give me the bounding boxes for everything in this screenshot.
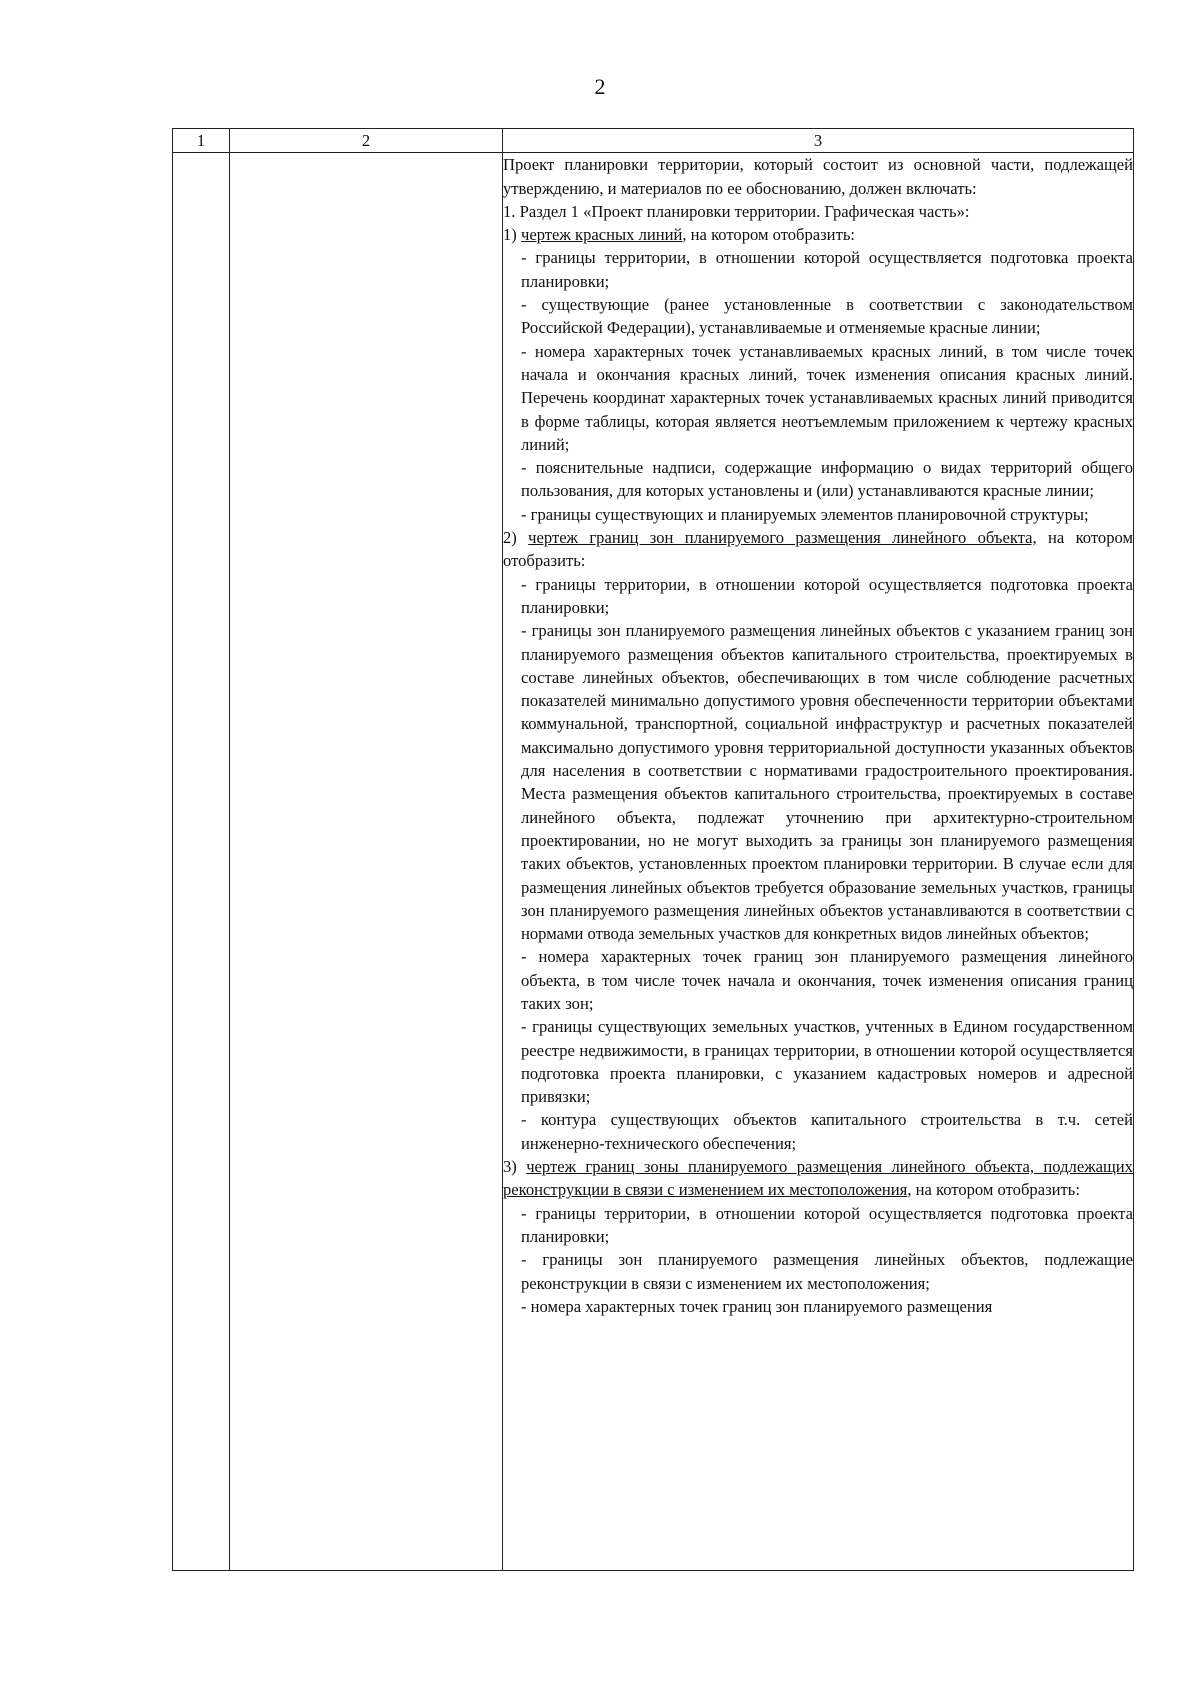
item-2-rest: на котором отобразить: [503, 528, 1133, 571]
item-1-heading [503, 223, 1133, 246]
item-3-rest: , на котором отобразить: [907, 1180, 1080, 1200]
list-item: - пояснительные надписи, содержащие информацию о видах территорий общего пользования, для которых установлены и (или) устанавливаются красные линии; [521, 458, 1133, 501]
item-1-number: 1) [503, 225, 521, 245]
list-item: - номера характерных точек устанавливаемых красных линий, в том числе точек начала и окончания красных линий, точек изменения описания красных линий. Перечень координат характерных точек устанавливаемых красных линий приводится в форме таблицы, которая является неотъемлемым приложением к чертежу красных линий; [521, 341, 1133, 454]
table-row [173, 153, 1134, 1571]
table-header-row [173, 129, 1134, 153]
section-1-heading: 1. Раздел 1 «Проект планировки территории. Графическая часть»: [503, 201, 970, 221]
item-3-number: 3) [503, 1157, 527, 1177]
list-item: - контура существующих объектов капитального строительства в т.ч. сетей инженерно-технического обеспечения; [521, 1110, 1133, 1153]
list-item: - номера характерных точек границ зон планируемого размещения [521, 1296, 993, 1316]
item-2-title: чертеж границ зон планируемого размещения линейного объекта, [528, 528, 1037, 548]
empty-cell-col-2 [230, 153, 503, 1571]
list-item: - границы существующих земельных участков, учтенных в Едином государственном реестре недвижимости, в границах территории, в отношении которой осуществляется подготовка проекта планировки, с указанием кадастровых номеров и адресной привязки; [521, 1017, 1133, 1107]
column-header-2: 2 [230, 129, 503, 153]
item-2-heading [503, 526, 1133, 573]
list-item: - номера характерных точек границ зон планируемого размещения линейного объекта, в том числе точек начала и окончания, точек изменения описания границ таких зон; [521, 947, 1133, 1013]
list-item: - границы территории, в отношении которой осуществляется подготовка проекта планировки; [521, 1203, 1133, 1246]
page-number: 2 [594, 74, 606, 99]
column-header-3: 3 [503, 129, 1134, 153]
column-header-1: 1 [173, 129, 230, 153]
requirements-table [172, 128, 1134, 1571]
item-2-bullets [503, 573, 1133, 1155]
item-1-title: чертеж красных линий [520, 225, 683, 245]
list-item: - границы существующих и планируемых элементов планировочной структуры; [521, 504, 1089, 524]
list-item: - границы территории, в отношении которой осуществляется подготовка проекта планировки; [521, 248, 1133, 291]
item-1-rest: , на котором отобразить: [682, 225, 855, 245]
list-item: - границы зон планируемого размещения линейных объектов с указанием границ зон планируемого размещения объектов капитального строительства, проектируемых в составе линейных объектов, обеспечивающих в том числе соблюдение расчетных показателей минимально допустимого уровня обеспеченности территории объектами коммунальной, транспортной, социальной инфраструктур и расчетных показателей максимально допустимого уровня территориальной доступности указанных объектов для населения в соответствии с нормативами градостроительного проектирования. Места размещения объектов капитального строительства, проектируемых в составе линейного объекта, подлежат уточнению при архитектурно-строительном проектировании, но не могут выходить за границы зон планируемого размещения таких объектов, установленных проектом планировки территории. В случае если для размещения линейных объектов требуется образование земельных участков, границы зон планируемого размещения линейных объектов устанавливаются в соответствии с нормами отвода земельных участков для конкретных видов линейных объектов; [521, 621, 1133, 944]
item-2-number: 2) [503, 528, 529, 548]
empty-cell-col-1 [173, 153, 230, 1571]
content-cell [503, 153, 1134, 1571]
item-1-bullets [503, 246, 1133, 526]
intro-paragraph: Проект планировки территории, который состоит из основной части, подлежащей утверждению, и материалов по ее обоснованию, должен включать: [503, 155, 1133, 198]
item-3-bullets [503, 1202, 1133, 1318]
item-3-heading [503, 1155, 1133, 1202]
list-item: - границы территории, в отношении которой осуществляется подготовка проекта планировки; [521, 574, 1133, 617]
item-3-title: чертеж границ зоны планируемого размещения линейного объекта, подлежащих реконструкции в связи с изменением их местоположения [503, 1157, 1133, 1200]
list-item: - существующие (ранее установленные в соответствии с законодательством Российской Федерации), устанавливаемые и отменяемые красные линии; [521, 295, 1133, 338]
list-item: - границы зон планируемого размещения линейных объектов, подлежащие реконструкции в связи с изменением их местоположения; [521, 1250, 1133, 1293]
